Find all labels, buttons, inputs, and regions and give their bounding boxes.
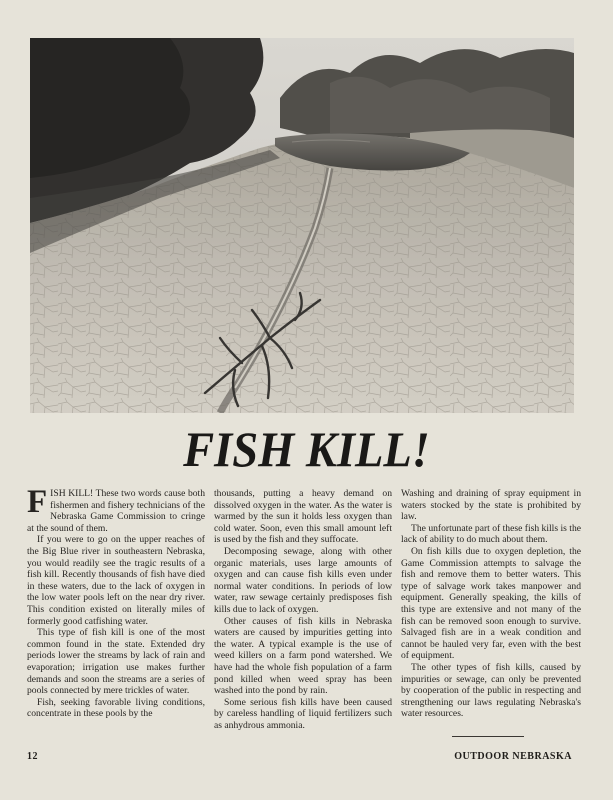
paragraph: The unfortunate part of these fish kills is the lack of ability to do much about them. [401,522,581,546]
page-number: 12 [27,751,38,762]
paragraph: The other types of fish kills, caused by impurities or sewage, can only be prevented by cooperation of the public in respecting and strengthening our laws regulating Nebraska's water resources. [401,661,581,720]
article-column-1 [27,484,205,720]
paragraph: FISH KILL! These two words cause both fishermen and fishery technicians of the Nebraska Game Commission to cringe at the sound of them. [27,484,205,534]
paragraph: thousands, putting a heavy demand on dissolved oxygen in the water. As the water is warmed by the sun it holds less oxygen than cold water. Soon, even this small amount left is used by the fish and they suffocate. [214,488,392,546]
dry-riverbed-photo [30,38,574,413]
article-title: FISH KILL! [183,421,430,477]
paragraph: Other causes of fish kills in Nebraska waters are caused by impurities getting into the water. A typical example is the use of weed killers on a farm pond watershed. We have had the whole fish population of a farm pond killed when weed spray has been washed into the pond by rain. [214,615,392,697]
paragraph: This type of fish kill is one of the most common found in the state. Extended dry periods lower the streams by lack of rain and evaporation; irrigation use makes further demands and soon the streams are a series of pools connected by mere trickles of water. [27,627,205,697]
paragraph: Decomposing sewage, along with other organic materials, uses large amounts of oxygen and can cause fish kills even under normal water conditions. In periods of low water, raw sewage certainly predisposes fish kills due to lack of oxygen. [214,545,392,615]
article-column-2 [214,488,392,731]
magazine-name: OUTDOOR NEBRASKA [454,751,572,762]
paragraph: Fish, seeking favorable living conditions, concentrate in these pools by the [27,696,205,720]
paragraph: On fish kills due to oxygen depletion, the Game Commission attempts to salvage the fish and remove them to better waters. This type of salvage work takes manpower and equipment. Generally speaking, the kills of this type are extensive and not many of the fish can be removed soon enough to survive. Salvaged fish are in a weak condition and cannot be hauled very far, even with the best of equipment. [401,545,581,662]
paragraph: Washing and draining of spray equipment in waters stocked by the state is prohibited by law. [401,488,581,523]
paragraph: If you were to go on the upper reaches of the Big Blue river in southeastern Nebraska, you would readily see the tragic results of a fish kill. Recently thousands of fish have died in these waters, due to the lack of oxygen in the low water pools left on the near dry river. This condition existed on literally miles of formerly good catfishing water. [27,534,205,627]
drop-cap: F [27,484,48,520]
end-rule [452,736,524,737]
paragraph: Some serious fish kills have been caused by careless handling of liquid fertilizers such as anhydrous ammonia. [214,696,392,731]
article-column-3 [401,488,581,720]
